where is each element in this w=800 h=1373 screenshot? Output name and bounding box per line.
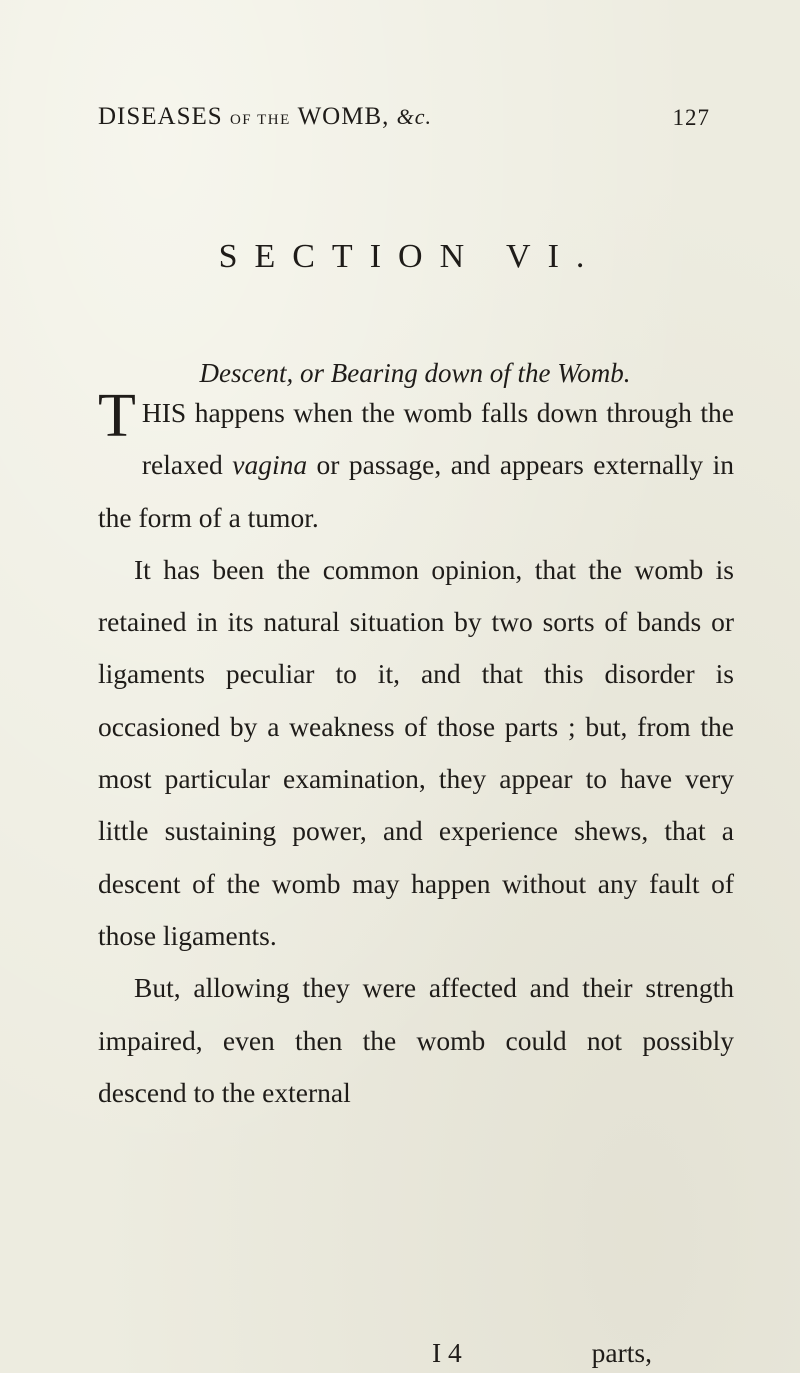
running-head-womb: WOMB, [297, 103, 390, 130]
section-subtitle: Descent, or Bearing down of the Womb. [199, 358, 631, 388]
running-head-diseases: DISEASES [98, 103, 223, 130]
page-number: 127 [672, 105, 710, 130]
running-head-of-the: OF THE [229, 112, 291, 128]
running-head-etc: &c. [396, 104, 433, 129]
body-text [98, 382, 735, 1119]
drop-cap: T [98, 382, 136, 450]
paragraph-1-text-b: or passage, and appears externally in the form of a tumor. [98, 449, 735, 533]
catchword: parts, [591, 1337, 652, 1368]
signature-mark: I 4 [432, 1337, 462, 1368]
section-heading: SECTION VI. [218, 238, 602, 275]
page-footer [432, 1337, 652, 1371]
paragraph-1-text-a: HIS happens when the womb falls down through the relaxed [141, 397, 734, 481]
running-head [98, 103, 710, 139]
paragraph-1-italic: vagina [232, 449, 308, 481]
paragraph-3: But, allowing they were affected and their strength impaired, even then the womb could not possibly descend to the external [98, 972, 734, 1108]
running-head-title [98, 103, 432, 131]
paragraph-2: It has been the common opinion, that the womb is retained in its natural situation by two sorts of bands or ligaments peculiar to it, and that this disorder is occasioned by a weakness of those parts ; but, from the most particular examination, they appear to have very little sustaining power, and experience shews, that a descent of the womb may happen without any fault of those ligaments. [98, 553, 734, 951]
paragraph-1 [98, 382, 735, 544]
